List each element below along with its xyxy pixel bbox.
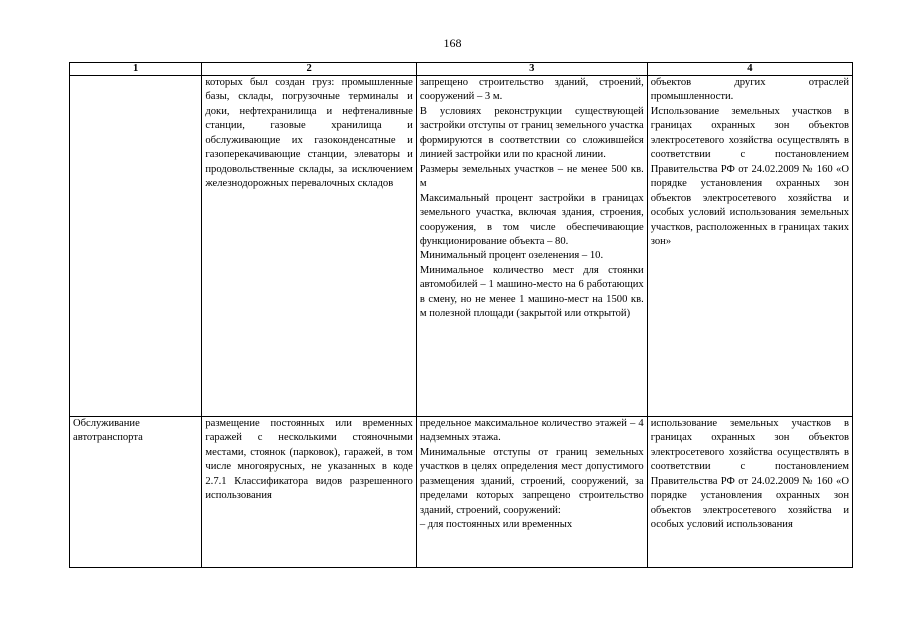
table-row <box>70 417 853 568</box>
cell-description <box>202 76 416 417</box>
parameter-paragraph: Размеры земельных участков – не менее 500 кв. м <box>419 163 644 190</box>
page-number: 168 <box>443 36 462 50</box>
restriction-paragraph: объектов других отраслей промышленности. <box>650 77 849 103</box>
cell-use-type <box>70 417 202 568</box>
regulations-table <box>69 62 853 568</box>
restriction-paragraph: Использование земельных участков в границах охранных зон объектов электросетевого хозяйства осуществлять в соответствии с постановлением Правительства РФ от 24.02.2009 № 160 «О порядке установления охранных зон объектов электросетевого хозяйства и особых условий использования земельных участков, расположенных в границах таких зон» <box>650 105 849 247</box>
column-header-1: 1 <box>70 63 202 76</box>
parameter-paragraph: запрещено строительство зданий, строений, сооружений – 3 м. <box>419 77 644 103</box>
parameter-paragraph: Минимальный процент озеленения – 10. <box>419 250 604 262</box>
description-text: размещение постоянных или временных гаражей с несколькими стояночными местами, стоянок (парковок), гаражей, в том числе многоярусных, не указанных в коде 2.7.1 Классификатора видов разрешенного использования <box>205 418 413 502</box>
parameter-paragraph: Максимальный процент застройки в границах земельного участка, включая здания, строения, сооружения, в том числе обеспечивающие функционирование объекта – 80. <box>419 192 644 247</box>
cell-parameters <box>416 76 647 417</box>
use-type-text: Обслуживание автотранспорта <box>73 418 143 444</box>
column-header-2: 2 <box>202 63 416 76</box>
cell-use-type <box>70 76 202 417</box>
column-header-3: 3 <box>416 63 647 76</box>
cell-restrictions <box>647 76 852 417</box>
parameter-paragraph: предельное максимальное количество этажей – 4 надземных этажа. <box>419 418 644 444</box>
table-header-row <box>70 63 853 76</box>
parameter-paragraph: В условиях реконструкции существующей застройки отступы от границ земельного участка формируются в соответствии со сложившейся линией застройки или по красной линии. <box>419 105 644 161</box>
parameter-paragraph: Минимальное количество мест для стоянки автомобилей – 1 машино-место на 6 работающих в смену, но не менее 1 машино-мест на 1500 кв. м полезной площади (закрытой или открытой) <box>419 264 644 320</box>
cell-description <box>202 417 416 568</box>
table-row <box>70 76 853 417</box>
column-header-4: 4 <box>647 63 852 76</box>
cell-restrictions <box>647 417 852 568</box>
description-text: которых был создан груз: промышленные базы, склады, погрузочные терминалы и доки, нефтехранилища и нефтеналивные станции, газовые хранилища и обслуживающие их газоконденсатные и газоперекачивающие станции, элеваторы и продовольственные склады, за исключением железнодорожных перевалочных складов <box>205 77 413 190</box>
cell-parameters <box>416 417 647 568</box>
parameter-paragraph: Минимальные отступы от границ земельных участков в целях определения мест допустимого размещения зданий, строений, сооружений, за пределами которых запрещено строительство зданий, строений, сооружений: <box>419 446 644 516</box>
restriction-paragraph: использование земельных участков в границах охранных зон объектов электросетевого хозяйства осуществлять в соответствии с постановлением Правительства РФ от 24.02.2009 № 160 «О порядке установления охранных зон объектов электросетевого хозяйства и особых условий использования <box>650 418 849 531</box>
parameter-paragraph: – для постоянных или временных <box>419 519 573 531</box>
